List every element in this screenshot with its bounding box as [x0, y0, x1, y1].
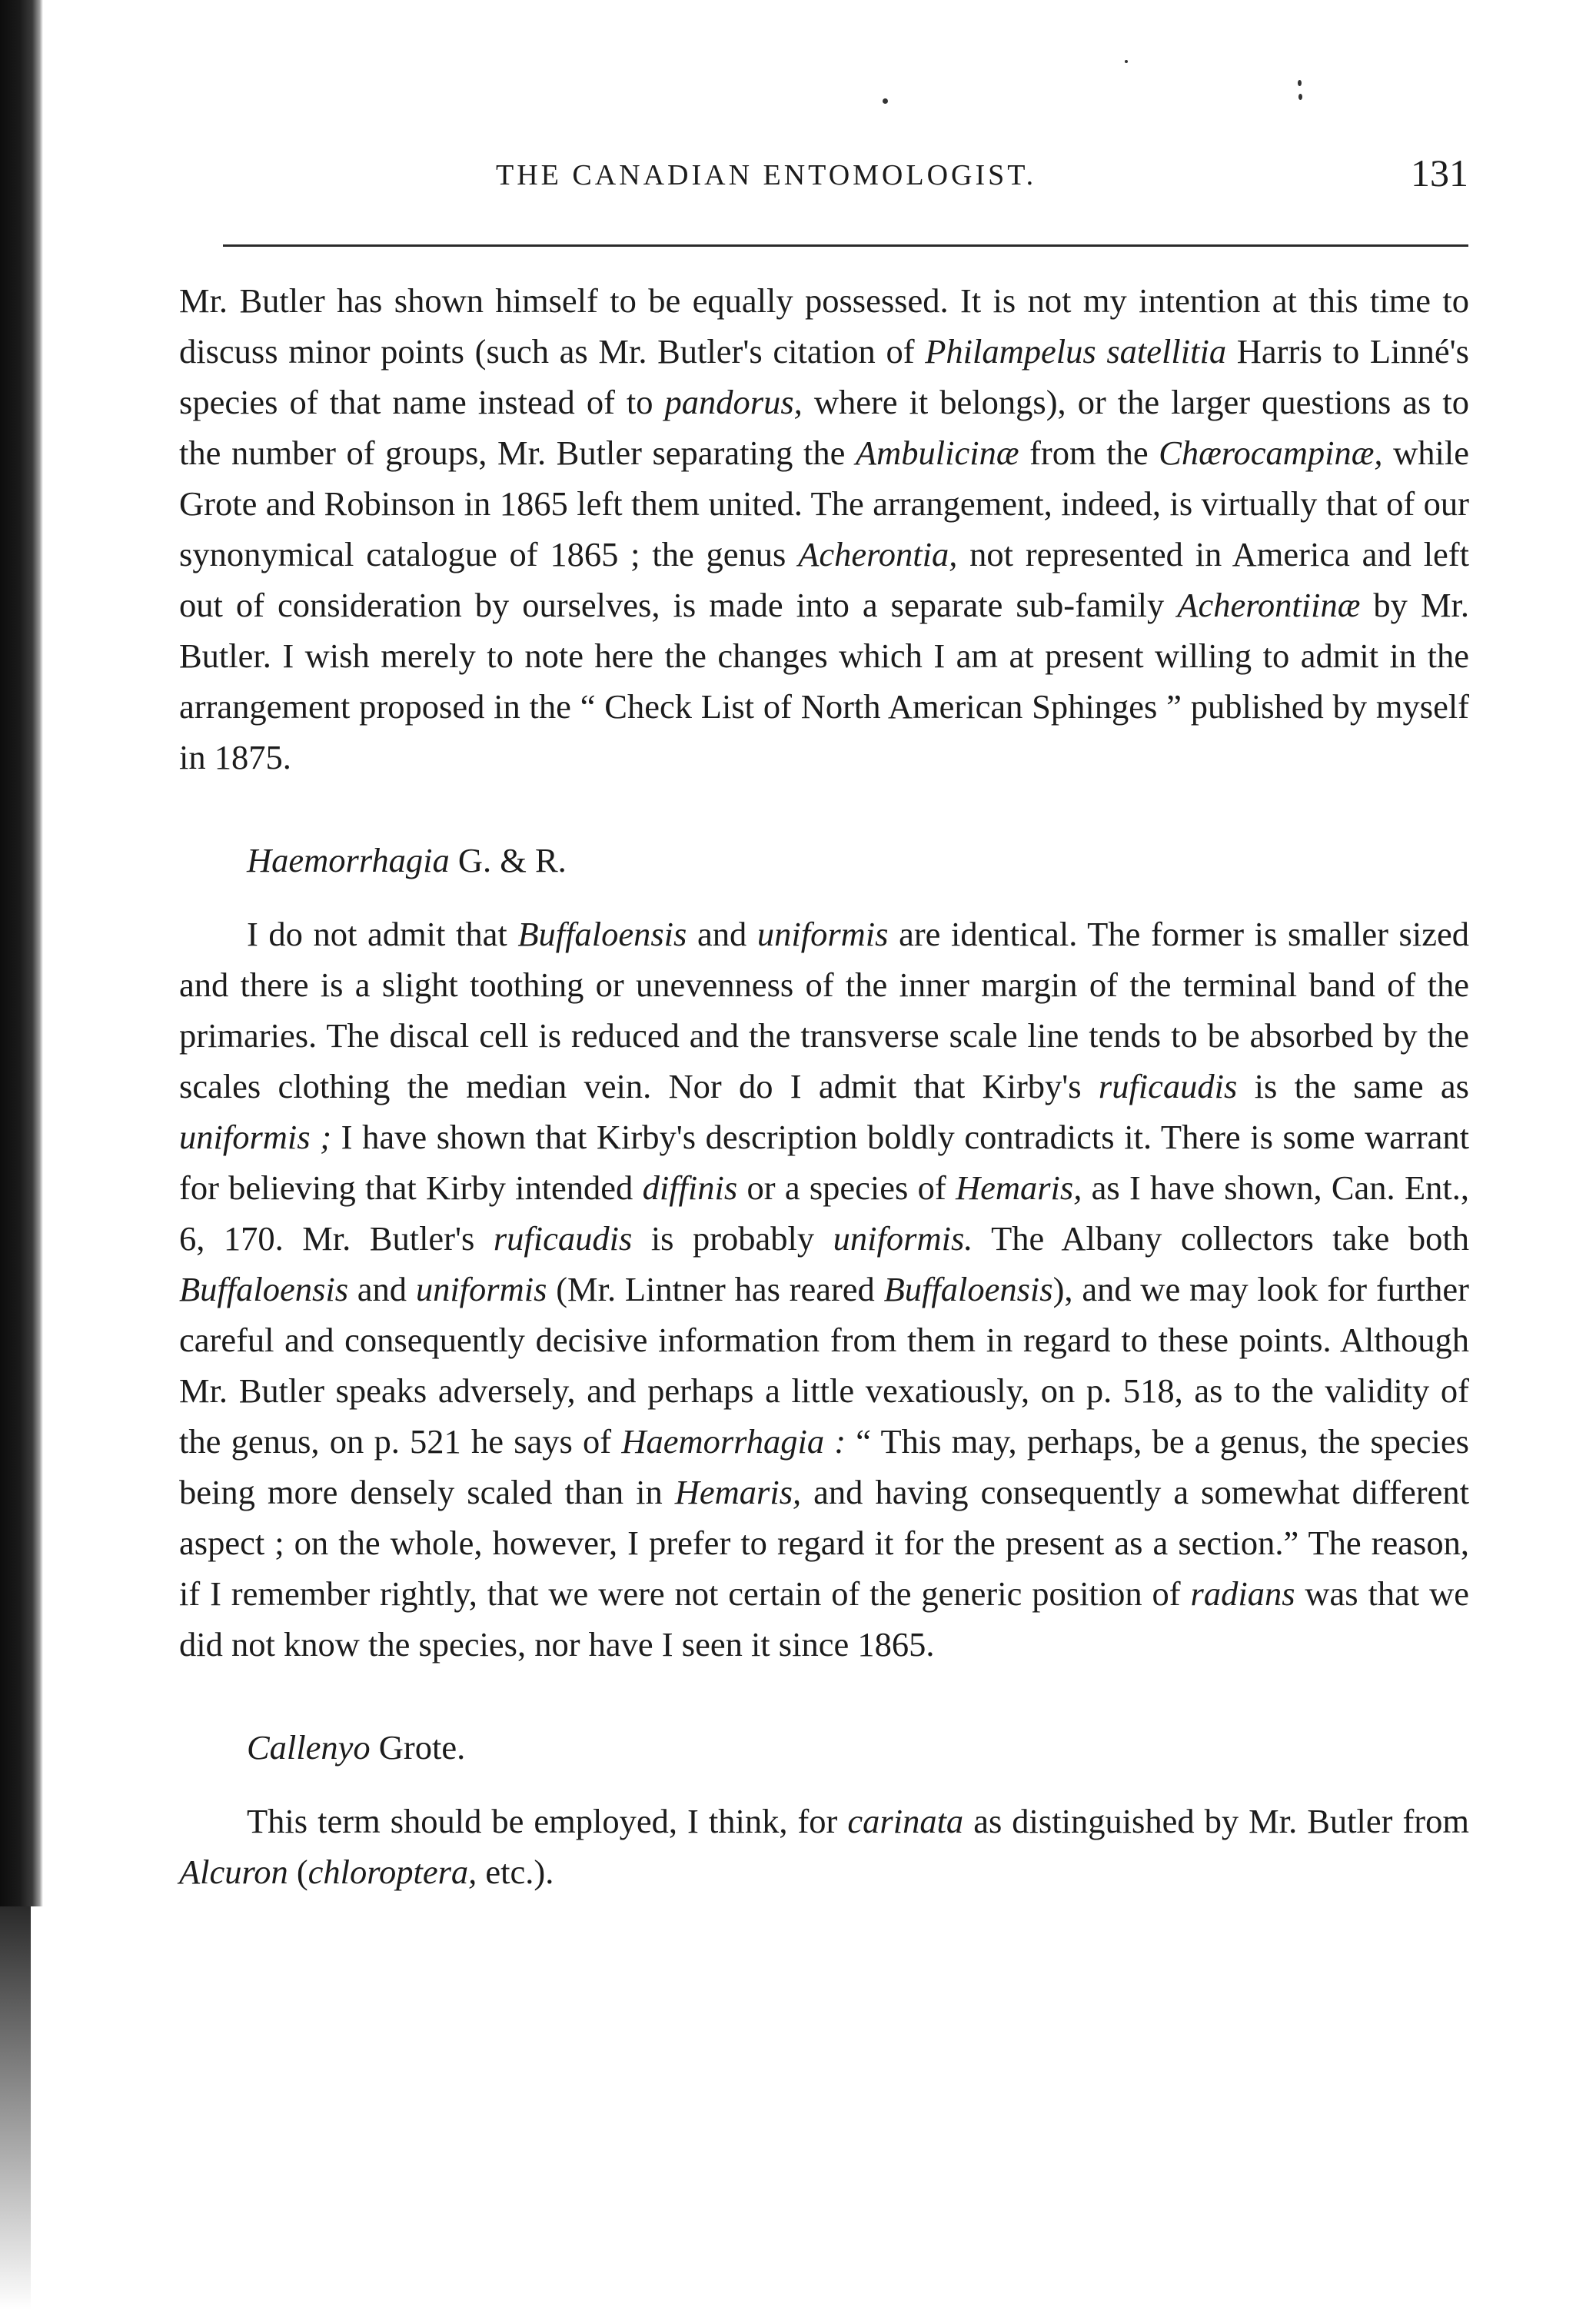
species-name: uniformis ; [179, 1118, 332, 1156]
genus-name: Acherontia, [798, 535, 958, 573]
species-name: radians [1190, 1574, 1295, 1613]
species-name: Buffaloensis [179, 1270, 349, 1308]
section-heading [179, 835, 1469, 886]
text-run: The Albany collectors take both [973, 1219, 1470, 1258]
authority: G. & R. [449, 841, 567, 879]
text-run: are identical. The former is smaller sized and there is a slight toothing or unevenness of the inner margin of the terminal band of the primaries. The discal cell is reduced and the transverse scale line tends to be absorbed by the scales clothing the median vein. Nor do I admit that Kirby's [179, 915, 1469, 1105]
paragraph [179, 909, 1469, 1670]
text-run: etc.). [477, 1853, 554, 1891]
paragraph [179, 275, 1469, 783]
text-run: Mr. Butler has shown himself to be equally possessed. It is not my intention at this time to discuss minor points (such as Mr. Butler's citation of [179, 281, 1469, 371]
page-binding-edge [0, 0, 43, 1906]
print-speck [1298, 80, 1302, 86]
taxon-name: Acherontiinæ [1177, 586, 1361, 624]
taxon-name: Ambulicinæ [855, 434, 1019, 472]
species-name: ruficaudis [1098, 1067, 1238, 1105]
paragraph [179, 1796, 1469, 1897]
page-number: 131 [1411, 151, 1468, 194]
species-name: chloroptera, [308, 1853, 477, 1891]
species-name: uniformis [415, 1270, 547, 1308]
genus-name: Alcuron [179, 1853, 288, 1891]
text-run: where it belongs), or the larger questions as to the number of groups, Mr. Butler separating the [179, 383, 1469, 472]
species-name: Buffaloensis [883, 1270, 1053, 1308]
text-run: from the [1019, 434, 1159, 472]
species-name: diffinis [642, 1168, 738, 1207]
running-title: THE CANADIAN ENTOMOLOGIST. [496, 159, 1037, 191]
text-run: and having consequently a somewhat different aspect ; on the whole, however, I prefer to regard it for the present as a section.” The reason, if I remember rightly, that we were not certain of the generic position of [179, 1473, 1469, 1613]
page-binding-shadow [0, 1906, 31, 2310]
authority: Grote. [370, 1728, 466, 1767]
text-run: and [687, 915, 757, 953]
text-run: I do not admit that [247, 915, 518, 953]
text-run: ( [288, 1853, 308, 1891]
text-run: or a species of [737, 1168, 956, 1207]
text-run: ), and we may look for further careful and consequently decisive information from them in regard to these points. Although Mr. Butler speaks adversely, and perhaps a little vexatiously, on p. 518, as to the validity of the genus, on p. 521 he says of [179, 1270, 1469, 1461]
page-header [177, 151, 1468, 204]
genus-heading: Callenyo [247, 1728, 371, 1767]
body-text [179, 275, 1469, 1897]
genus-name: Haemorrhagia : [621, 1422, 846, 1461]
section-heading [179, 1722, 1469, 1773]
text-run: not represented in America and left out of consideration by ourselves, is made into a separate sub-family [179, 535, 1469, 624]
text-run: and [348, 1270, 416, 1308]
taxon-name: Chærocampinæ, [1159, 434, 1383, 472]
text-run: Harris to Linné's species of that name instead of to [179, 332, 1470, 421]
species-name: uniformis. [833, 1219, 973, 1258]
species-name: ruficaudis [493, 1219, 633, 1258]
genus-name: Hemaris, [674, 1473, 802, 1511]
text-run: was that we did not know the species, nor have I seen it since 1865. [179, 1574, 1469, 1664]
text-run: (Mr. Lintner has reared [547, 1270, 884, 1308]
species-name: pandorus, [664, 383, 803, 421]
species-name: carinata [847, 1802, 964, 1840]
species-name: uniformis [756, 915, 889, 953]
text-run: is the same as [1237, 1067, 1469, 1105]
species-name: Buffaloensis [517, 915, 687, 953]
text-run: I have shown that Kirby's description boldly contradicts it. There is some warrant for believing that Kirby intended [179, 1118, 1470, 1207]
print-speck [883, 98, 888, 104]
text-run: while Grote and Robinson in 1865 left them united. The arrangement, indeed, is virtually that of our synonymical catalogue of 1865 ; the genus [179, 434, 1469, 573]
print-speck [1298, 94, 1302, 100]
text-run: This term should be employed, I think, for [247, 1802, 848, 1840]
genus-name: Hemaris, [955, 1168, 1082, 1207]
text-run: “ This may, perhaps, be a genus, the species being more densely scaled than in [179, 1422, 1469, 1511]
text-run: as distinguished by Mr. Butler from [963, 1802, 1469, 1840]
header-rule [223, 244, 1468, 247]
text-run: as I have shown, Can. Ent., 6, 170. Mr. Butler's [179, 1168, 1469, 1258]
genus-heading: Haemorrhagia [247, 841, 450, 879]
species-name: Philampelus satellitia [925, 332, 1227, 371]
print-speck [1125, 60, 1128, 63]
text-run: is probably [632, 1219, 833, 1258]
text-run: by Mr. Butler. I wish merely to note here the changes which I am at present willing to admit in the arrangement proposed in the “ Check List of North American Sphinges ” published by myself in 1875. [179, 586, 1470, 776]
